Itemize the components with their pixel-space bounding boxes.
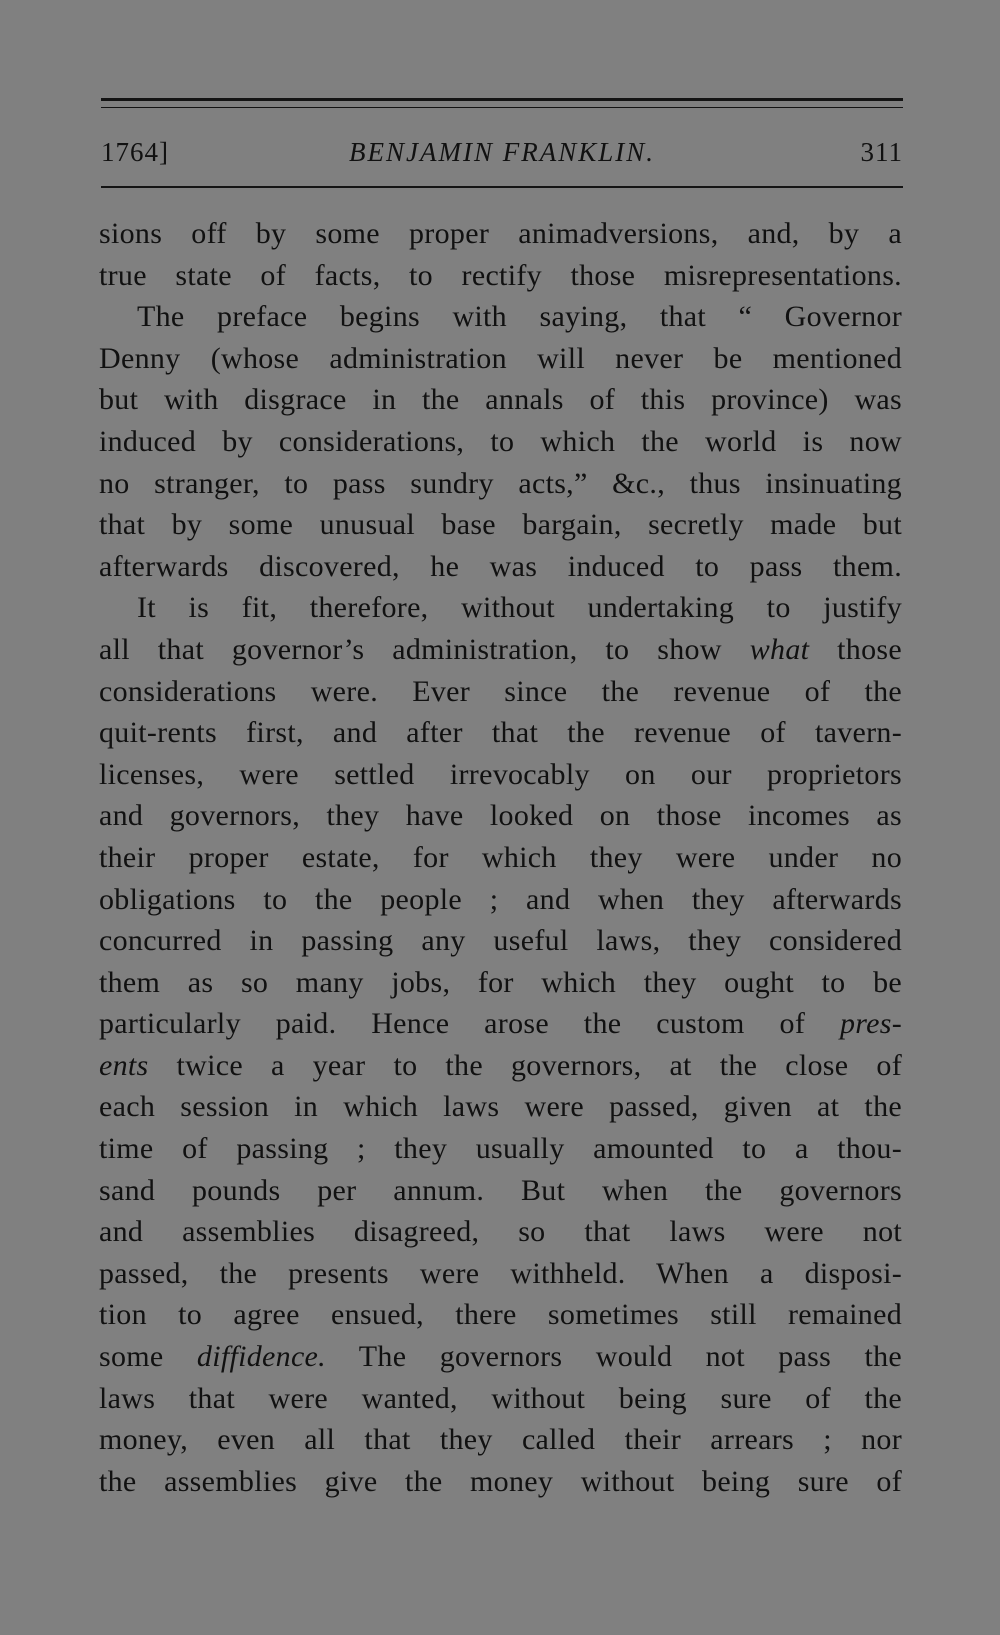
text-line — [99, 1045, 902, 1087]
text-line — [99, 1378, 902, 1420]
text-segment: The governors would not pass the — [325, 1340, 902, 1374]
text-segment: sions off by some proper animadversions, and, by a — [99, 217, 902, 250]
text-line — [99, 1294, 902, 1336]
text-segment: quit-rents first, and after that the revenue of tavern- — [99, 716, 902, 750]
text-line — [99, 1086, 902, 1128]
text-line — [99, 1003, 902, 1045]
text-line — [99, 255, 902, 297]
text-line — [99, 587, 902, 629]
text-line — [99, 671, 902, 713]
text-segment: and governors, they have looked on those incomes as — [99, 799, 902, 833]
text-segment: The preface begins with saying, that “ Governor — [137, 300, 902, 334]
text-segment: tion to agree ensued, there sometimes still remained — [99, 1298, 902, 1332]
text-segment: money, even all that they called their arrears ; nor — [99, 1423, 902, 1457]
text-segment: induced by considerations, to which the world is now — [99, 424, 902, 458]
text-line — [99, 338, 902, 380]
text-segment: afterwards discovered, he was induced to pass them. — [99, 549, 902, 583]
text-segment: twice a year to the governors, at the close of — [148, 1048, 902, 1082]
header-rule-thin — [101, 107, 903, 108]
header-rule-bottom — [101, 186, 903, 188]
text-line — [99, 1461, 902, 1503]
text-line — [99, 962, 902, 1004]
text-line — [99, 1128, 902, 1170]
text-segment: the assemblies give the money without being sure of — [99, 1464, 902, 1498]
text-segment: those — [809, 632, 902, 666]
text-segment: considerations were. Ever since the revenue of the — [99, 674, 902, 708]
italic-text-segment: pres- — [839, 1007, 902, 1041]
text-segment: but with disgrace in the annals of this province) was — [99, 383, 902, 417]
text-line — [99, 837, 902, 879]
running-head-year: 1764] — [101, 137, 169, 167]
text-line — [99, 629, 902, 671]
text-segment: Denny (whose administration will never be mentioned — [99, 341, 902, 375]
text-segment: some — [99, 1340, 197, 1374]
italic-text-segment: ents — [99, 1048, 149, 1082]
italic-text-segment: what — [749, 632, 810, 666]
running-head — [101, 132, 903, 172]
italic-text-segment: diffidence. — [196, 1340, 326, 1374]
text-segment: time of passing ; they usually amounted to a thou- — [99, 1132, 902, 1166]
text-segment: sand pounds per annum. But when the governors — [99, 1173, 902, 1207]
text-segment: obligations to the people ; and when they afterwards — [99, 882, 902, 916]
text-line — [99, 795, 902, 837]
body-text — [99, 213, 902, 1502]
text-segment: passed, the presents were withheld. When a disposi- — [99, 1256, 902, 1290]
text-segment: licenses, were settled irrevocably on our proprietors — [99, 757, 902, 791]
text-line — [99, 712, 902, 754]
text-segment: true state of facts, to rectify those misrepresentations. — [99, 258, 902, 292]
text-line — [99, 1419, 902, 1461]
text-line — [99, 463, 902, 505]
header-rule-thick — [101, 98, 903, 101]
running-head-title: BENJAMIN FRANKLIN. — [349, 137, 655, 167]
text-segment: and assemblies disagreed, so that laws were not — [99, 1215, 902, 1249]
text-segment: no stranger, to pass sundry acts,” &c., thus insinuating — [99, 466, 902, 500]
text-segment: all that governor’s administration, to show — [99, 632, 750, 666]
text-line — [99, 546, 902, 588]
text-line — [99, 421, 902, 463]
text-line — [99, 1170, 902, 1212]
text-line — [99, 213, 902, 255]
page-number: 311 — [860, 137, 903, 167]
text-segment: that by some unusual base bargain, secretly made but — [99, 508, 902, 542]
text-segment: them as so many jobs, for which they ought to be — [99, 965, 902, 999]
text-line — [99, 504, 902, 546]
text-segment: each session in which laws were passed, given at the — [99, 1090, 902, 1124]
text-line — [99, 379, 902, 421]
text-segment: laws that were wanted, without being sure of the — [99, 1381, 902, 1415]
text-line — [99, 1253, 902, 1295]
text-segment: It is fit, therefore, without undertaking to justify — [137, 591, 902, 625]
text-segment: particularly paid. Hence arose the custom of — [99, 1007, 840, 1041]
text-line — [99, 1211, 902, 1253]
text-line — [99, 754, 902, 796]
text-line — [99, 296, 902, 338]
text-segment: concurred in passing any useful laws, they considered — [99, 924, 902, 958]
text-segment: their proper estate, for which they were under no — [99, 840, 902, 874]
text-line — [99, 920, 902, 962]
text-line — [99, 879, 902, 921]
text-line — [99, 1336, 902, 1378]
